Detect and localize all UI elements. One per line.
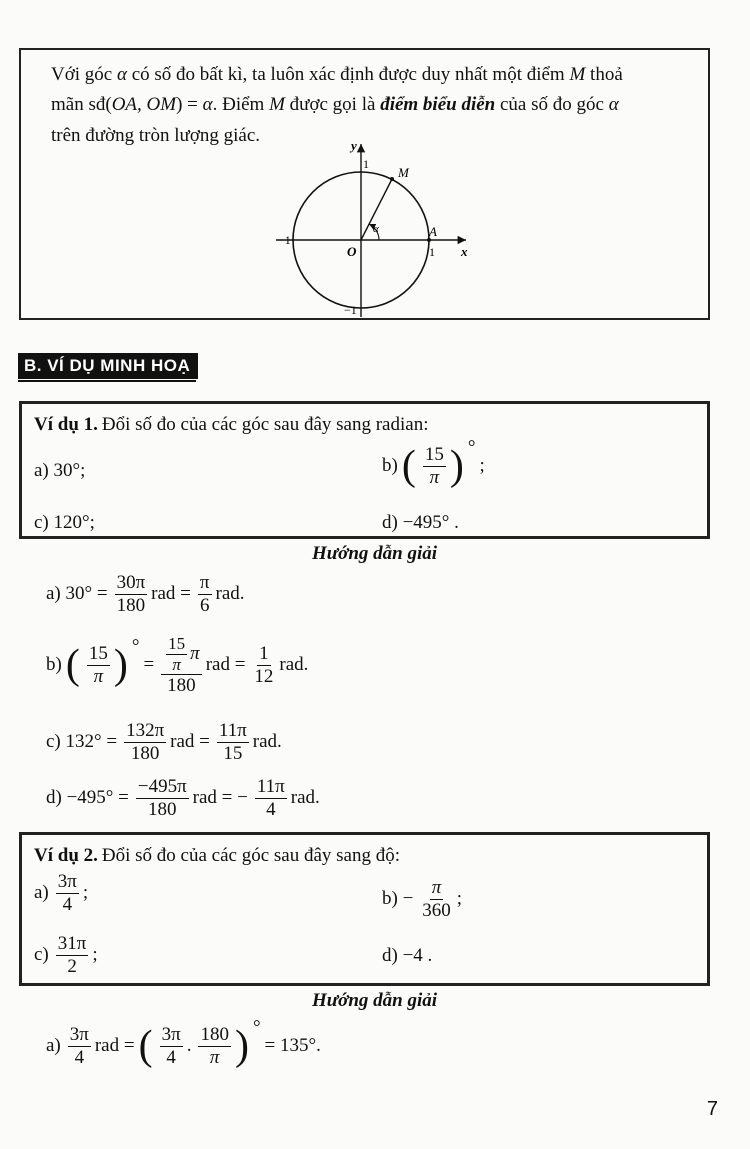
section-underline [18,380,196,382]
example-1-prompt: Ví dụ 1. Đổi số đo của các góc sau đây sang radian: [34,414,429,435]
theory-line-1: Với góc α có số đo bất kì, ta luôn xác định được duy nhất một điểm M thoả [51,64,623,85]
solution-heading-2: Hướng dẫn giải [312,990,438,1011]
solution-1-a: a) 30° = $\frac{30\pi}{180}$ rad = $\frac{\pi}{6}$ rad. [46,572,245,616]
M-label: M [398,165,409,180]
tick-right: 1 [429,245,435,259]
bold-term: điểm biểu diễn [380,94,496,116]
example-1-a: a) 30°; [34,460,86,481]
page-number: 7 [706,1098,718,1120]
theory-line-2: mãn sđ(OA, OM) = α. Điểm M được gọi là điểm biểu diễn của số đo góc α [51,94,619,116]
y-label: y [351,138,357,153]
example-2-prompt: Ví dụ 2. Đổi số đo của các góc sau đây sang độ: [34,845,400,866]
section-title: B. VÍ DỤ MINH HOẠ [18,353,198,379]
example-2-box [19,832,710,986]
example-1-d: d) −495° . [382,512,459,533]
O-label: O [347,244,357,259]
solution-2-a: a) $\frac{3\pi}{4}$ rad = ( $\frac{3\pi}{4}$ . $\frac{180}{\pi}$ ) ° = 135°. [46,1017,321,1070]
tick-left: −1 [278,233,291,247]
point-M [390,177,394,181]
unit-circle-figure [261,132,491,322]
solution-1-c: c) 132° = $\frac{132\pi}{180}$ rad = $\frac{11\pi}{15}$ rad. [46,720,282,764]
tick-top: 1 [363,157,369,171]
example-2-b: b) − $\frac{\pi}{360}$ ; [382,877,463,921]
example-2-a: a) $\frac{3\pi}{4}$ ; [34,871,89,915]
example-2-c: c) $\frac{31\pi}{2}$ ; [34,933,98,977]
x-label: x [461,244,468,259]
example-1-box [19,401,710,539]
example-1-c: c) 120°; [34,512,95,533]
theory-line-3: trên đường tròn lượng giác. [51,124,261,146]
A-label: A [429,224,437,239]
alpha-label: α [373,223,379,235]
theory-box [19,48,710,320]
solution-1-d: d) −495° = $\frac{-495\pi}{180}$ rad = − $\frac{11\pi}{4}$ rad. [46,776,320,820]
solution-1-b: b) ( $\frac{15}{\pi}$ ) ° = $\frac{15}{\pi}$ π 180 rad = $\frac{1}{12}$ rad. [46,634,309,697]
example-1-b: b) ( $\frac{15}{\pi}$ ) ° ; [382,437,485,490]
example-2-d: d) −4 . [382,945,433,966]
tick-bottom: −1 [344,303,357,317]
solution-heading-1: Hướng dẫn giải [312,543,438,564]
fraction: $\frac{15}{\pi}$ [424,444,444,488]
